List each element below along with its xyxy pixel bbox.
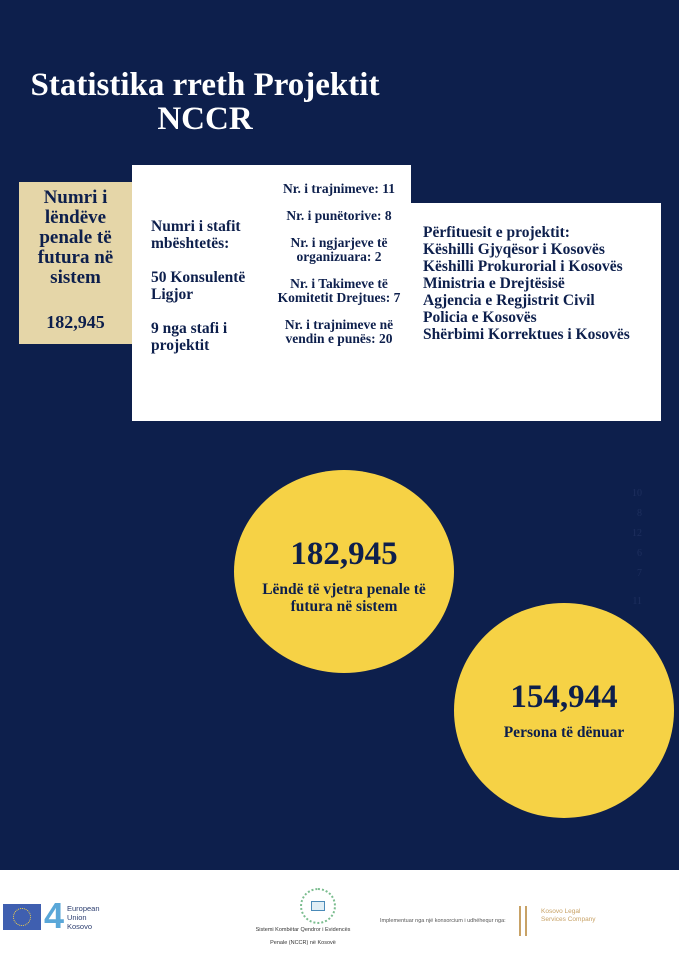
- beneficiary-item: Këshilli Gjyqësor i Kosovës: [423, 241, 605, 258]
- title-line-1: Statistika rreth Projektit: [30, 67, 380, 103]
- stat-item: Nr. i trajnimeve në vendin e punës: 20: [284, 317, 394, 346]
- beneficiaries-list: [423, 224, 663, 343]
- implemented-by-text: Implementuar nga një konsorcium i udhëhequr nga:: [380, 918, 506, 924]
- title-line-2: NCCR: [157, 101, 253, 137]
- stat-item: Nr. i Takimeve të Komitetit Drejtues: 7: [277, 276, 401, 305]
- beneficiary-item: Ministria e Drejtësisë: [423, 275, 565, 292]
- beneficiary-item: Policia e Kosovës: [423, 309, 537, 326]
- eu-logo-text: [67, 904, 100, 931]
- faint-numbers: [600, 488, 642, 616]
- staff-consultants: 50 Konsulentë Ligjor: [151, 269, 246, 303]
- eu-text-line: European: [67, 904, 100, 913]
- beneficiary-item: Shërbimi Korrektues i Kosovës: [423, 326, 630, 343]
- stat-item: Nr. i ngjarjeve të organizuara: 2: [290, 235, 388, 264]
- staff-section: [151, 218, 269, 371]
- eu-text-line: Union: [67, 913, 87, 922]
- nccr-logo-text: [228, 924, 378, 950]
- eu-stars-icon: [13, 908, 31, 926]
- cases-label: Numri i lëndëve penale të futura në sistem: [37, 187, 114, 288]
- circle-convicted: [454, 603, 674, 818]
- circle-old-cases: [234, 470, 454, 673]
- beneficiaries-title: Përfituesit e projektit:: [423, 224, 570, 241]
- footer-logos: [0, 870, 679, 960]
- cases-box: [19, 182, 132, 344]
- faint-number: 7: [637, 568, 642, 579]
- beneficiary-item: Këshilli Prokurorial i Kosovës: [423, 258, 623, 275]
- cases-value: 182,945: [46, 312, 105, 332]
- kls-logo-text: [541, 908, 596, 924]
- kls-text-line: Services Company: [541, 916, 596, 923]
- faint-number: 12: [632, 528, 642, 539]
- beneficiary-item: Agjencia e Regjistrit Civil: [423, 292, 595, 309]
- circle-old-cases-number: 182,945: [290, 536, 398, 572]
- eu4-logo-icon: 4: [44, 895, 65, 936]
- page-title: [0, 68, 410, 136]
- eu-text-line: Kosovo: [67, 922, 93, 931]
- faint-number: 11: [632, 596, 642, 607]
- kls-text-line: Kosovo Legal: [541, 908, 581, 915]
- computer-icon: [311, 901, 325, 911]
- nccr-text-line: Penale (NCCR) në Kosovë: [270, 940, 336, 946]
- stats-list: [268, 182, 410, 359]
- circle-convicted-number: 154,944: [510, 679, 618, 715]
- circle-convicted-label: Persona të dënuar: [503, 724, 625, 741]
- faint-number: 10: [632, 488, 642, 499]
- faint-number: 6: [637, 548, 642, 559]
- staff-project: 9 nga stafi i projektit: [151, 320, 228, 354]
- nccr-logo-icon: [300, 888, 336, 924]
- kls-logo-icon: [519, 906, 527, 936]
- stat-item: Nr. i trajnimeve: 11: [283, 181, 395, 196]
- staff-label: Numri i stafit mbështetës:: [151, 218, 241, 252]
- faint-number: 8: [637, 508, 642, 519]
- circle-old-cases-label: Lëndë të vjetra penale të futura në sistem: [262, 581, 426, 615]
- stat-item: Nr. i punëtorive: 8: [286, 208, 392, 223]
- nccr-text-line: Sistemi Kombëtar Qendror i Evidencës: [255, 927, 351, 933]
- eu-flag-icon: [3, 904, 41, 930]
